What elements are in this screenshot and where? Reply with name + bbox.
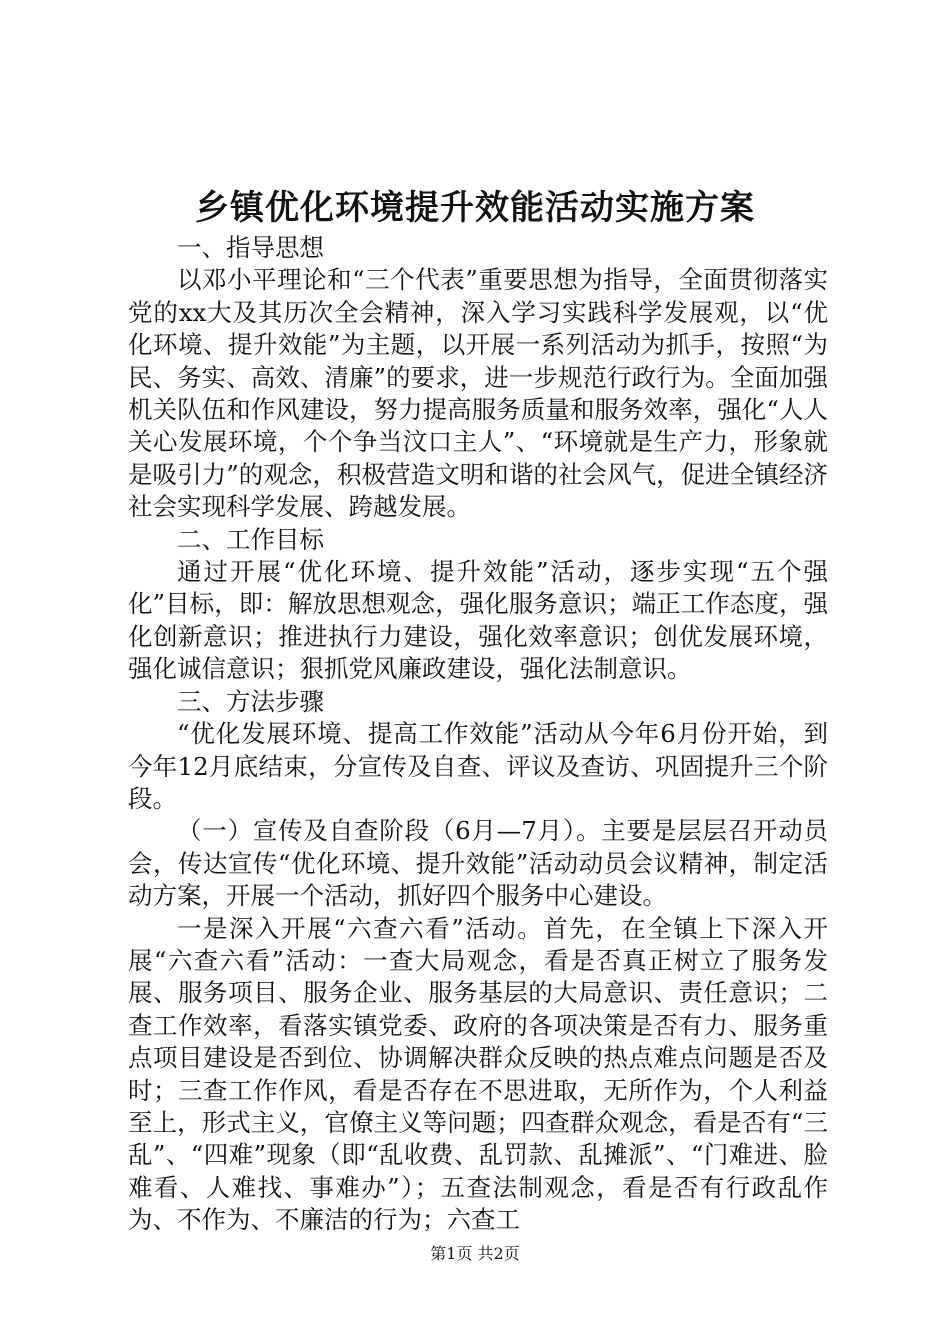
page-footer: 第1页 共2页 — [430, 1244, 520, 1263]
paragraph-six-checks: 一是深入开展“六查六看”活动。首先，在全镇上下深入开展“六查六看”活动：一查大局观念，看是否真正树立了服务发展、服务项目、服务企业、服务基层的大局意识、责任意识；二查工作效率，看落实镇党委、政府的各项决策是否有力、服务重点项目建设是否到位、协调解决群众反映的热点难点问题是否及时；三查工作作风，看是否存在不思进取，无所作为，个人利益至上，形式主义，官僚主义等问题；四查群众观念，看是否有“三乱”、“四难”现象（即“乱收费、乱罚款、乱摊派”、“门难进、脸难看、人难找、事难办”）；五查法制观念，看是否有行政乱作为、不作为、不廉洁的行为；六查工 — [128, 913, 828, 1235]
paragraph-work-goals: 通过开展“优化环境、提升效能”活动，逐步实现“五个强化”目标，即：解放思想观念，强化服务意识；端正工作态度，强化创新意识；推进执行力建设，强化效率意识；创优发展环境，强化诚信意识；狠抓党风廉政建设，强化法制意识。 — [128, 557, 828, 684]
section-heading-method-steps: 三、方法步骤 — [177, 686, 324, 716]
document-title: 乡镇优化环境提升效能活动实施方案 — [195, 188, 755, 228]
section-heading-work-goals: 二、工作目标 — [177, 524, 324, 554]
paragraph-guiding-ideology: 以邓小平理论和“三个代表”重要思想为指导，全面贯彻落实党的xx大及其历次全会精神，深入学习实践科学发展观，以“优化环境、提升效能”为主题，以开展一系列活动为抓手，按照“为民、务实、高效、清廉”的要求，进一步规范行政行为。全面加强机关队伍和作风建设，努力提高服务质量和服务效率，强化“人人关心发展环境，个个争当汶口主人”、“环境就是生产力，形象就是吸引力”的观念，积极营造文明和谐的社会风气，促进全镇经济社会实现科学发展、跨越发展。 — [128, 265, 828, 522]
paragraph-stage-one: （一）宣传及自查阶段（6月—7月）。主要是层层召开动员会，传达宣传“优化环境、提升效能”活动动员会议精神，制定活动方案，开展一个活动，抓好四个服务中心建设。 — [128, 816, 828, 911]
paragraph-activity-schedule: “优化发展环境、提高工作效能”活动从今年6月份开始，到今年12月底结束，分宣传及自查、评议及查访、巩固提升三个阶段。 — [128, 719, 828, 813]
section-heading-guiding-ideology: 一、指导思想 — [177, 233, 324, 262]
document-body — [128, 232, 828, 1237]
